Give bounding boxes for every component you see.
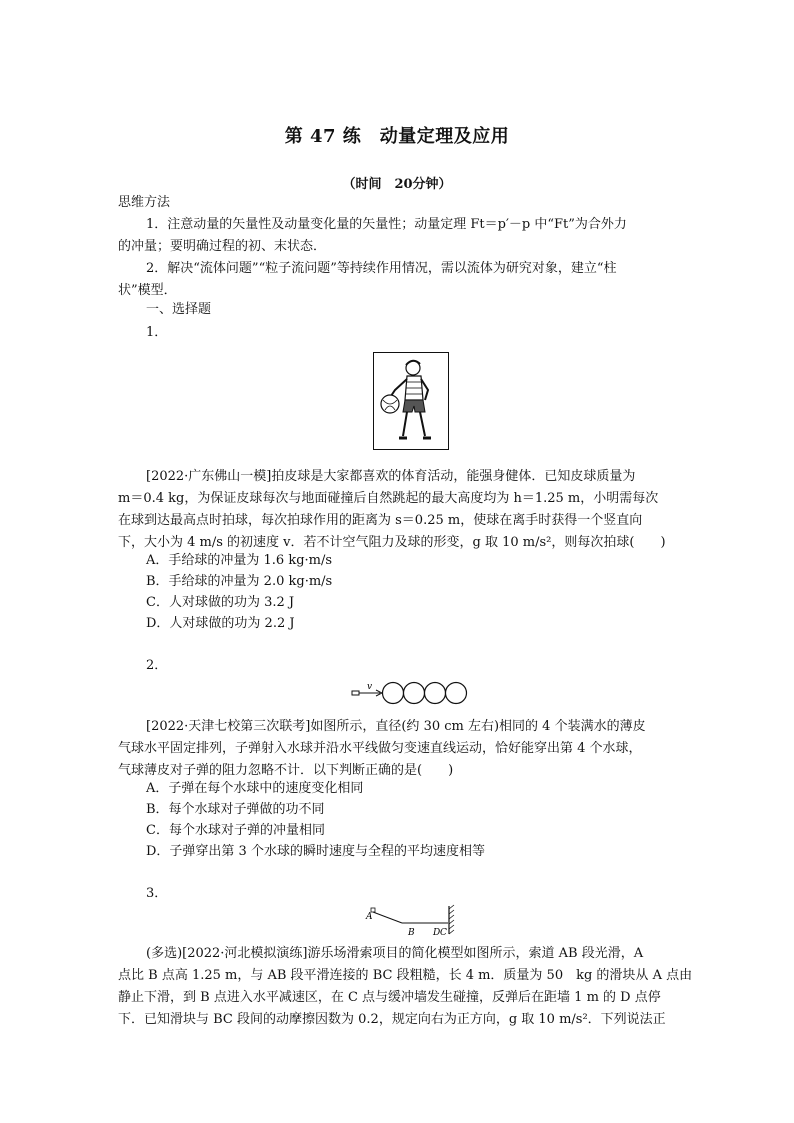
- section-heading: 一、选择题: [146, 302, 212, 317]
- question-1-option-d: D．人对球做的功为 2.2 J: [146, 616, 295, 631]
- velocity-label: v: [367, 682, 373, 692]
- question-1-option-b: B．手给球的冲量为 2.0 kg·m/s: [146, 574, 333, 589]
- question-2-line-1: [2022·天津七校第三次联考]如图所示，直径(约 30 cm 左右)相同的 4 个装满水的薄皮: [146, 719, 646, 734]
- time-limit: （时间 20分钟）: [342, 177, 452, 192]
- question-1-line-3: 在球到达最高点时拍球，每次拍球作用的距离为 s＝0.25 m，使球在离手时获得一个竖直向: [118, 513, 643, 528]
- question-1-option-c: C．人对球做的功为 3.2 J: [146, 595, 295, 610]
- method-point-2-line-2: 状”模型．: [118, 283, 177, 298]
- point-a-label: A: [366, 912, 373, 922]
- question-1-number: 1．: [146, 325, 168, 340]
- question-2-option-b: B．每个水球对子弹做的功不同: [146, 802, 325, 817]
- question-1-line-4: 下，大小为 4 m/s 的初速度 v．若不计空气阻力及球的形变，g 取 10 m/s²，则每次拍球( ): [118, 535, 666, 550]
- question-3-line-3: 静止下滑，到 B 点进入水平减速区，在 C 点与缓冲墙发生碰撞，反弹后在距墙 1 m 的 D 点停: [118, 990, 661, 1005]
- question-2-line-2: 气球水平固定排列，子弹射入水球并沿水平线做匀变速直线运动，恰好能穿出第 4 个水球，: [118, 741, 642, 756]
- question-1-line-2: m＝0.4 kg，为保证皮球每次与地面碰撞后自然跳起的最大高度均为 h＝1.25 m，小明需每次: [118, 491, 659, 506]
- question-2-number: 2．: [146, 658, 168, 673]
- question-3-line-1: (多选)[2022·河北模拟演练]游乐场滑索项目的简化模型如图所示，索道 AB 段光滑，A: [146, 946, 644, 961]
- boy-bouncing-ball-figure: [373, 352, 449, 450]
- question-1-line-1: [2022·广东佛山一模]拍皮球是大家都喜欢的体育活动，能强身健体．已知皮球质量为: [146, 469, 636, 484]
- bullet-water-balloons-figure: [350, 680, 472, 708]
- question-3-number: 3．: [146, 886, 168, 901]
- question-2-option-d: D．子弹穿出第 3 个水球的瞬时速度与全程的平均速度相等: [146, 844, 485, 859]
- question-2-option-a: A．子弹在每个水球中的速度变化相同: [146, 781, 364, 796]
- method-point-2-line-1: 2．解决“流体问题”“粒子流问题”等持续作用情况，需以流体为研究对象，建立“柱: [146, 261, 617, 276]
- question-3-line-4: 下．已知滑块与 BC 段间的动摩擦因数为 0.2，规定向右为正方向，g 取 10 m/s²．下列说法正: [118, 1012, 666, 1027]
- method-heading: 思维方法: [118, 195, 171, 210]
- page-title: 第 47 练 动量定理及应用: [284, 126, 510, 147]
- method-point-1-line-1: 1．注意动量的矢量性及动量变化量的矢量性；动量定理 Ft＝p′－p 中“Ft”为合外力: [146, 217, 627, 232]
- point-c-label: C: [440, 928, 447, 938]
- method-point-1-line-2: 的冲量；要明确过程的初、末状态．: [118, 239, 327, 254]
- question-2-option-c: C．每个水球对子弹的冲量相同: [146, 823, 325, 838]
- question-2-line-3: 气球薄皮对子弹的阻力忽略不计．以下判断正确的是( ): [118, 763, 454, 778]
- question-1-option-a: A．手给球的冲量为 1.6 kg·m/s: [146, 553, 333, 568]
- zipline-track-figure: [362, 904, 462, 938]
- point-d-label: D: [433, 928, 441, 938]
- question-3-line-2: 点比 B 点高 1.25 m，与 AB 段平滑连接的 BC 段粗糙，长 4 m．质量为 50 kg 的滑块从 A 点由: [118, 968, 693, 983]
- point-b-label: B: [408, 928, 415, 938]
